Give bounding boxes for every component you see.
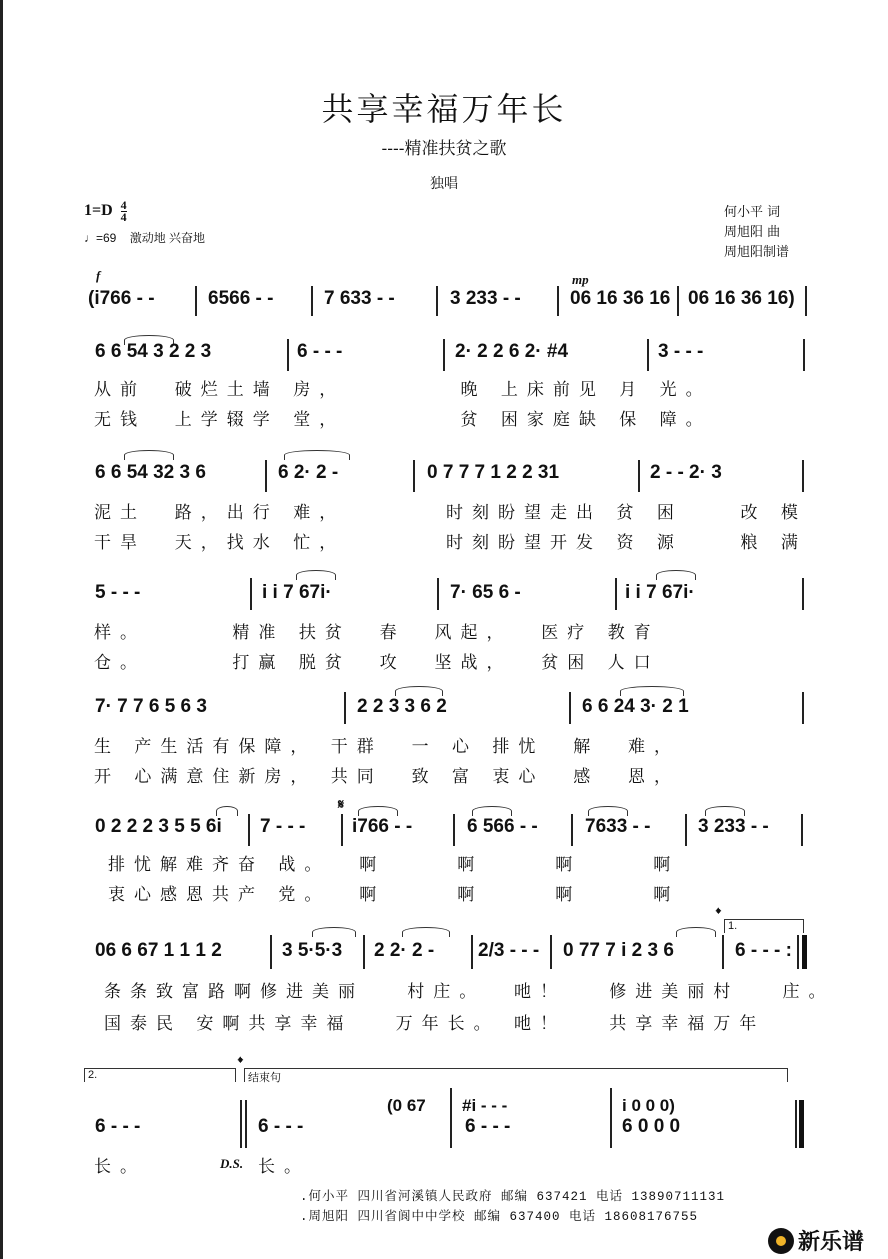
upper-voice: i 0 0 0) — [622, 1096, 675, 1115]
segno-sign: 𝄋 — [338, 796, 345, 812]
measure: 3 233 - - — [698, 816, 769, 837]
measure: 0 77 7 i 2 3 6 — [563, 940, 674, 961]
measure: 7· 65 6 - — [450, 582, 521, 603]
coda-sign: 𝄌 — [716, 905, 721, 921]
system-2 — [0, 335, 888, 435]
ending-phrase-bracket: 结束句 — [244, 1068, 788, 1082]
key-signature — [84, 200, 127, 223]
barline — [685, 814, 687, 846]
barline — [436, 286, 438, 316]
lyrics-verse-2: 干旱 天，找水 忙， 时刻盼望开发 资 源 粮 满 — [94, 533, 807, 553]
system-4 — [0, 570, 888, 673]
barline — [803, 339, 805, 371]
measure: 6566 - - — [208, 288, 274, 309]
arranger: 周旭阳制谱 — [724, 245, 790, 260]
barline — [802, 460, 804, 492]
measure: 6 566 - - — [467, 816, 538, 837]
barline — [450, 1088, 452, 1148]
barline — [344, 692, 346, 724]
lyrics-verse-2: 无钱 上学辍学 堂， 贫 困家庭缺 保 障。 — [94, 410, 712, 430]
second-ending-bracket: 2. — [84, 1068, 236, 1082]
song-title: 共享幸福万年长 — [321, 90, 567, 128]
barline — [443, 339, 445, 371]
barline — [270, 935, 272, 969]
lyricist: 何小平 词 — [724, 205, 781, 220]
slur — [472, 806, 512, 816]
system-5 — [0, 686, 888, 786]
upper-voice: (0 67 — [387, 1096, 426, 1115]
final-barline-thick — [799, 1100, 804, 1148]
slur — [124, 450, 174, 460]
barline — [722, 935, 724, 969]
slur — [296, 570, 336, 580]
barline — [363, 935, 365, 969]
measure: 7 633 - - — [324, 288, 395, 309]
measure: 2 - - 2· 3 — [650, 462, 722, 483]
first-ending-bracket: 1. — [724, 919, 804, 933]
measure: 7633 - - — [585, 816, 651, 837]
lyrics-end: 长。 — [258, 1157, 310, 1177]
barline — [195, 286, 197, 316]
contact-line-composer: .周旭阳 四川省阆中中学校 邮编 637400 电话 18608176755 — [300, 1210, 699, 1224]
slur — [588, 806, 628, 816]
measure: i766 - - — [352, 816, 413, 837]
measure: 6 - - - — [258, 1116, 304, 1137]
double-barline — [245, 1100, 247, 1148]
barline — [453, 814, 455, 846]
barline — [638, 460, 640, 492]
slur — [705, 806, 745, 816]
lyrics-verse-1: 生 产生活有保障， 干群 一 心 排忧 解 难， — [94, 737, 681, 757]
barline — [471, 935, 473, 969]
dynamic-mezzo-piano: mp — [572, 272, 589, 287]
measure: 6 0 0 0 — [622, 1116, 681, 1137]
barline — [341, 814, 343, 846]
measure: 6 6 24 3· 2 1 — [582, 696, 689, 717]
measure: 6 - - - : — [735, 940, 792, 961]
slur — [312, 927, 356, 937]
measure: 6 6 54 32 3 6 — [95, 462, 206, 483]
barline — [569, 692, 571, 724]
system-1 — [0, 268, 888, 318]
measure: 7 - - - — [260, 816, 306, 837]
slur — [656, 570, 696, 580]
barline — [802, 692, 804, 724]
contact-line-lyricist: .何小平 四川省河溪镇人民政府 邮编 637421 电话 13890711131 — [300, 1190, 726, 1204]
lyrics-verse-2: 开 心满意住新房， 共同 致 富 衷心 感 恩， — [94, 767, 681, 787]
lyrics-verse-1: 条条致富路啊修进美丽 村庄。 吔！ 修进美丽村 庄。 — [104, 982, 835, 1002]
credits — [724, 203, 789, 263]
slur — [395, 686, 443, 696]
double-barline — [240, 1100, 242, 1148]
measure: 3 233 - - — [450, 288, 521, 309]
lyrics-verse-2: 国泰民 安啊共享幸福 万年长。 吔！ 共享幸福万年 — [104, 1014, 766, 1034]
measure: i i 7 67i· — [625, 582, 695, 603]
measure: 2· 2 2 6 2· #4 — [455, 341, 569, 362]
system-6 — [0, 796, 888, 905]
measure: 2 2· 2 - — [374, 940, 435, 961]
measure: 2/3 - - - — [478, 940, 540, 961]
final-barline — [795, 1100, 797, 1148]
measure: (i766 - - — [88, 288, 155, 309]
measure: 5 - - - — [95, 582, 141, 603]
barline — [802, 578, 804, 610]
measure: 06 6 67 1 1 1 2 — [95, 940, 222, 961]
barline — [805, 286, 807, 316]
barline — [797, 935, 799, 969]
slur — [620, 686, 684, 696]
composer: 周旭阳 曲 — [724, 225, 781, 240]
performance-type: 独唱 — [430, 176, 458, 192]
barline — [571, 814, 573, 846]
measure: 3 5·5·3 — [282, 940, 343, 961]
barline — [311, 286, 313, 316]
upper-voice: #i - - - — [462, 1096, 508, 1115]
measure: 0 7 7 7 1 2 2 31 — [427, 462, 560, 483]
barline — [265, 460, 267, 492]
lyrics-verse-1: 样。 精准 扶贫 春 风起， 医疗 教育 — [94, 623, 660, 643]
barline — [413, 460, 415, 492]
measure: 06 16 36 16 — [570, 288, 671, 309]
measure: 06 16 36 16) — [688, 288, 795, 309]
measure: i i 7 67i· — [262, 582, 332, 603]
lyrics-verse-1: 从前 破烂土墙 房， 晚 上床前见 月 光。 — [94, 380, 712, 400]
measure: 0 2 2 2 3 5 5 6i — [95, 816, 222, 837]
barline — [557, 286, 559, 316]
barline — [550, 935, 552, 969]
barline — [437, 578, 439, 610]
barline — [647, 339, 649, 371]
time-signature: $\frac{4}{4}$ — [120, 198, 127, 224]
key-label: 1=D — [84, 202, 113, 220]
measure: 6 6 54 3 2 2 3 — [95, 341, 212, 362]
measure: 6 2· 2 - — [278, 462, 339, 483]
system-3 — [0, 450, 888, 553]
barline — [677, 286, 679, 316]
barline — [610, 1088, 612, 1148]
lyrics-end: 长。 — [94, 1157, 146, 1177]
logo-text: 新乐谱 — [798, 1230, 865, 1255]
coda-sign: 𝄌 — [238, 1054, 243, 1070]
dynamic-forte: f — [96, 268, 101, 283]
lyrics-verse-1: 泥土 路，出行 难， 时刻盼望走出 贫 困 改 模 — [94, 503, 807, 523]
barline — [287, 339, 289, 371]
lyrics-verse-1: 排忧解难齐奋 战。 啊 啊 啊 啊 — [108, 855, 680, 875]
measure: 2 2 3 3 6 2 — [357, 696, 447, 717]
measure: 6 - - - — [297, 341, 343, 362]
measure: 6 - - - — [95, 1116, 141, 1137]
measure: 7· 7 7 6 5 6 3 — [95, 696, 207, 717]
lyrics-verse-2: 衷心感恩共产 党。 啊 啊 啊 啊 — [108, 885, 680, 905]
dal-segno: D.S. — [220, 1156, 244, 1171]
site-logo — [768, 1225, 864, 1256]
tempo-marking: ♩=69 激动地 兴奋地 — [84, 231, 206, 245]
slur — [402, 927, 450, 937]
barline — [248, 814, 250, 846]
barline — [615, 578, 617, 610]
system-8 — [0, 1054, 888, 1178]
slur — [358, 806, 398, 816]
slur — [284, 450, 350, 460]
measure: 6 - - - — [465, 1116, 511, 1137]
repeat-end-barline — [802, 935, 807, 969]
barline — [250, 578, 252, 610]
song-subtitle: ----精准扶贫之歌 — [381, 139, 507, 159]
barline — [801, 814, 803, 846]
slur — [676, 927, 716, 937]
slur — [216, 806, 238, 816]
vinyl-record-icon — [768, 1228, 794, 1254]
measure: 3 - - - — [658, 341, 704, 362]
system-7 — [0, 905, 888, 1035]
lyrics-verse-2: 仓。 打赢 脱贫 攻 坚战， 贫困 人口 — [94, 653, 660, 673]
